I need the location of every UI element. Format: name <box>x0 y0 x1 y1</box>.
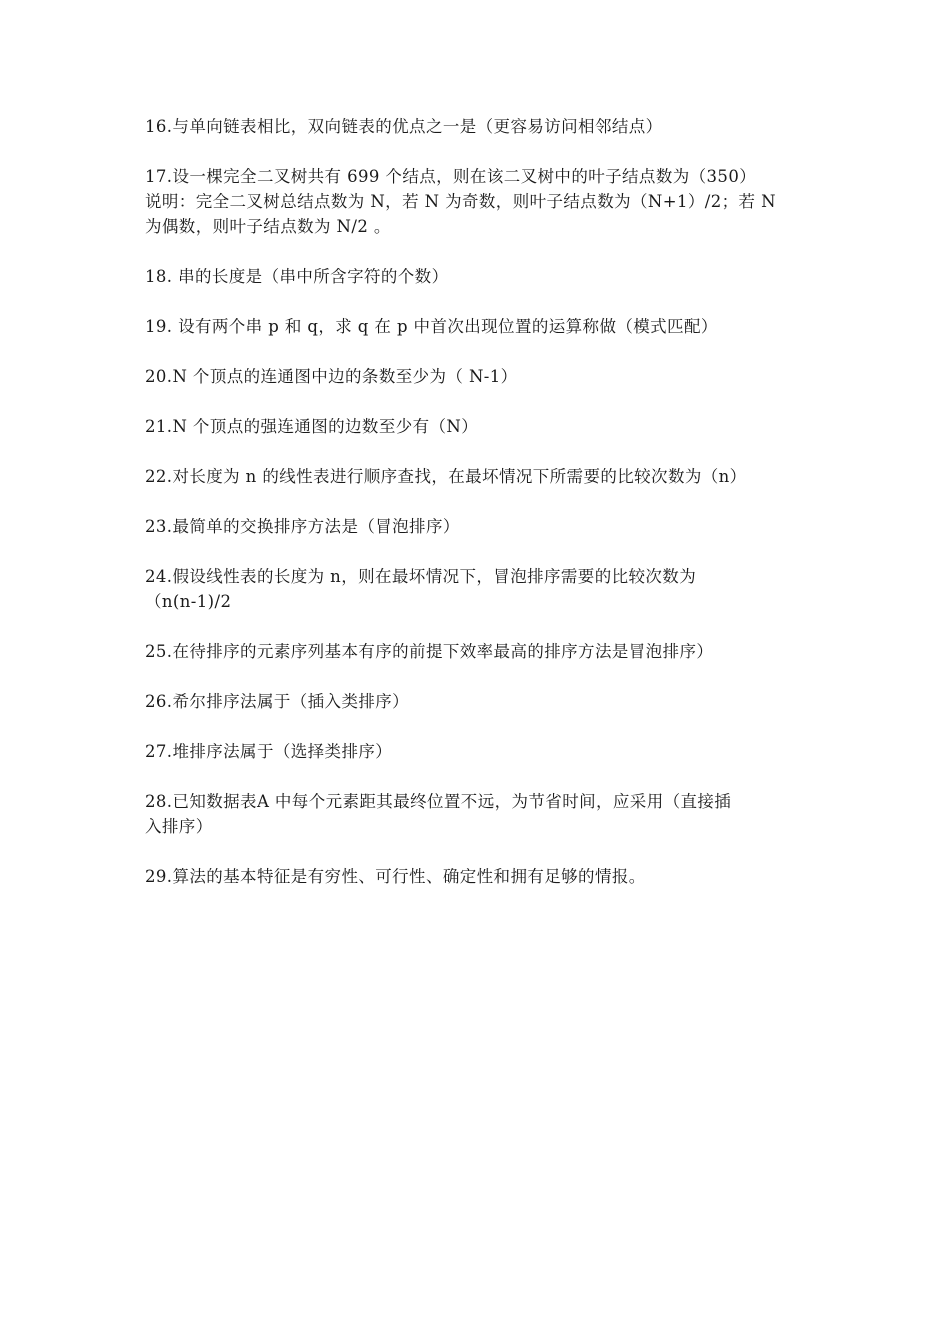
list-item-20 <box>145 364 845 389</box>
list-item-16 <box>145 114 845 139</box>
item-19-line-1: 19. 设有两个串 p 和 q，求 q 在 p 中首次出现位置的运算称做（模式匹配） <box>145 317 718 336</box>
item-17-line-2: 说明：完全二叉树总结点数为 N，若 N 为奇数，则叶子结点数为（N+1）/2；若 N <box>145 192 776 211</box>
list-item-25 <box>145 639 845 664</box>
list-item-21 <box>145 414 845 439</box>
list-item-24 <box>145 564 845 614</box>
item-25-line-1: 25.在待排序的元素序列基本有序的前提下效率最高的排序方法是冒泡排序） <box>145 642 714 661</box>
item-17-line-1: 17.设一棵完全二叉树共有 699 个结点，则在该二叉树中的叶子结点数为（350） <box>145 167 757 186</box>
item-27-line-1: 27.堆排序法属于（选择类排序） <box>145 742 393 761</box>
list-item-26 <box>145 689 845 714</box>
item-18-line-1: 18. 串的长度是（串中所含字符的个数） <box>145 267 449 286</box>
item-22-line-1: 22.对长度为 n 的线性表进行顺序查找，在最坏情况下所需要的比较次数为（n） <box>145 467 747 486</box>
item-17-line-3: 为偶数，则叶子结点数为 N/2 。 <box>145 217 391 236</box>
item-23-line-1: 23.最简单的交换排序方法是（冒泡排序） <box>145 517 460 536</box>
list-item-23 <box>145 514 845 539</box>
item-20-line-1: 20.N 个顶点的连通图中边的条数至少为（ N-1） <box>145 367 518 386</box>
item-29-line-1: 29.算法的基本特征是有穷性、可行性、确定性和拥有足够的情报。 <box>145 867 646 886</box>
list-item-17 <box>145 164 845 239</box>
item-24-line-1: 24.假设线性表的长度为 n，则在最坏情况下，冒泡排序需要的比较次数为 <box>145 567 697 586</box>
list-item-22 <box>145 464 845 489</box>
item-16-line-1: 16.与单向链表相比，双向链表的优点之一是（更容易访问相邻结点） <box>145 117 663 136</box>
item-24-line-2: （n(n-1)/2 <box>145 592 232 611</box>
list-item-18 <box>145 264 845 289</box>
item-28-line-1: 28.已知数据表A 中每个元素距其最终位置不远，为节省时间，应采用（直接插 <box>145 792 732 811</box>
list-item-29 <box>145 864 845 889</box>
item-26-line-1: 26.希尔排序法属于（插入类排序） <box>145 692 410 711</box>
list-item-19 <box>145 314 845 339</box>
item-21-line-1: 21.N 个顶点的强连通图的边数至少有（N） <box>145 417 479 436</box>
list-item-28 <box>145 789 845 839</box>
item-28-line-2: 入排序） <box>145 817 213 836</box>
document-content <box>145 114 845 914</box>
list-item-27 <box>145 739 845 764</box>
